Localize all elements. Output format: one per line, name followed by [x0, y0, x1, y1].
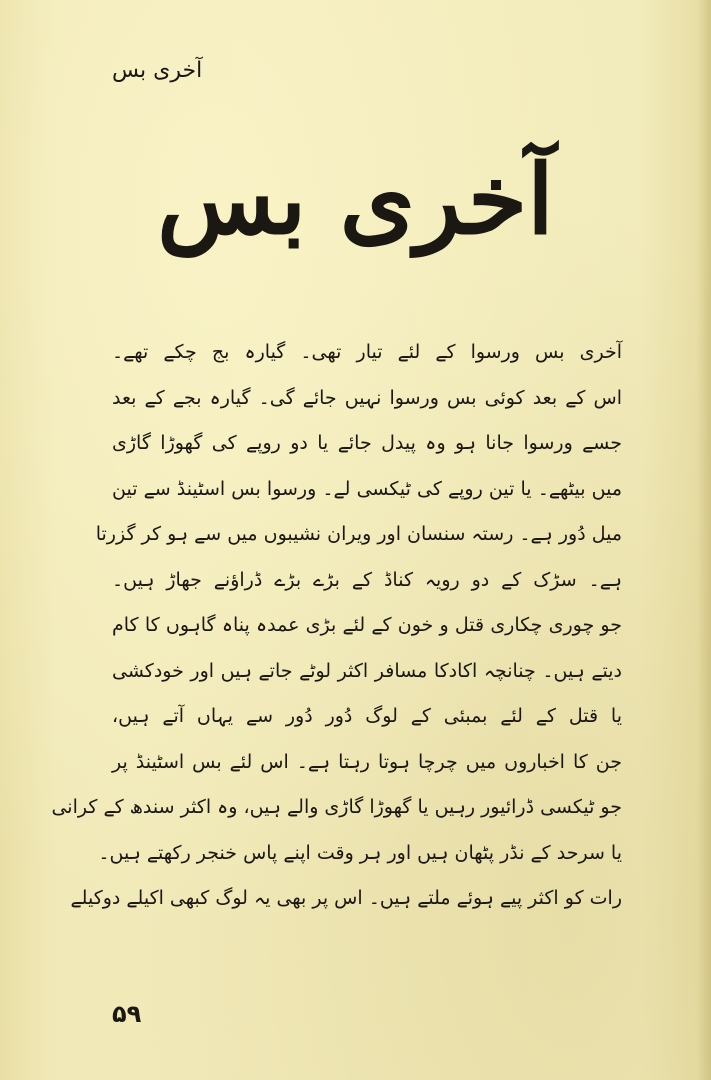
text-line: یا قتل کے لئے بمبئی کے لوگ دُور دُور سے یہاں آتے ہیں، — [112, 705, 622, 727]
text-line: جو ٹیکسی ڈرائیور رہیں یا گھوڑا گاڑی والے ہیں، وہ اکثر سندھ کے کرانی — [51, 796, 622, 818]
text-line: دیتے ہیں۔ چنانچہ اکادکا مسافر اکثر لوٹے جاتے ہیں اور خودکشی — [112, 659, 622, 682]
text-line: ہے۔ سڑک کے دو رویہ کناڈ کے بڑے بڑے ڈراؤنے جھاڑ ہیں۔ — [112, 568, 622, 591]
text-line: میل دُور ہے۔ رستہ سنسان اور ویران نشیبوں میں سے ہو کر گزرتا — [95, 523, 622, 545]
running-header-title: آخری بس — [112, 58, 203, 83]
text-line: میں بیٹھے۔ یا تین روپے کی ٹیکسی لے۔ ورسوا بس اسٹینڈ سے تین — [112, 477, 622, 500]
page-edge-shadow — [697, 0, 711, 1080]
text-line: یا سرحد کے نڈر پٹھان ہیں اور ہر وقت اپنے پاس خنجر رکھتے ہیں۔ — [98, 841, 622, 864]
text-line: جو چوری چکاری قتل و خون کے لئے بڑی عمدہ پناہ گاہوں کا کام — [112, 614, 622, 636]
text-line: جسے ورسوا جانا ہو وہ پیدل جائے یا دو روپے کی گھوڑا گاڑی — [112, 432, 622, 454]
text-line: اس کے بعد کوئی بس ورسوا نہیں جائے گی۔ گیارہ بجے کے بعد — [112, 386, 622, 409]
chapter-title: آخری بس — [157, 143, 554, 256]
text-line: رات کو اکثر پیے ہوئے ملتے ہیں۔ اس پر بھی یہ لوگ کبھی اکیلے دوکیلے — [70, 887, 622, 909]
text-line: جن کا اخباروں میں چرچا ہوتا رہتا ہے۔ اس لئے بس اسٹینڈ پر — [112, 750, 622, 773]
page-number: ۵۹ — [112, 1000, 142, 1028]
body-text — [51, 330, 622, 922]
text-line: آخری بس ورسوا کے لئے تیار تھی۔ گیارہ بج چکے تھے۔ — [112, 341, 622, 363]
